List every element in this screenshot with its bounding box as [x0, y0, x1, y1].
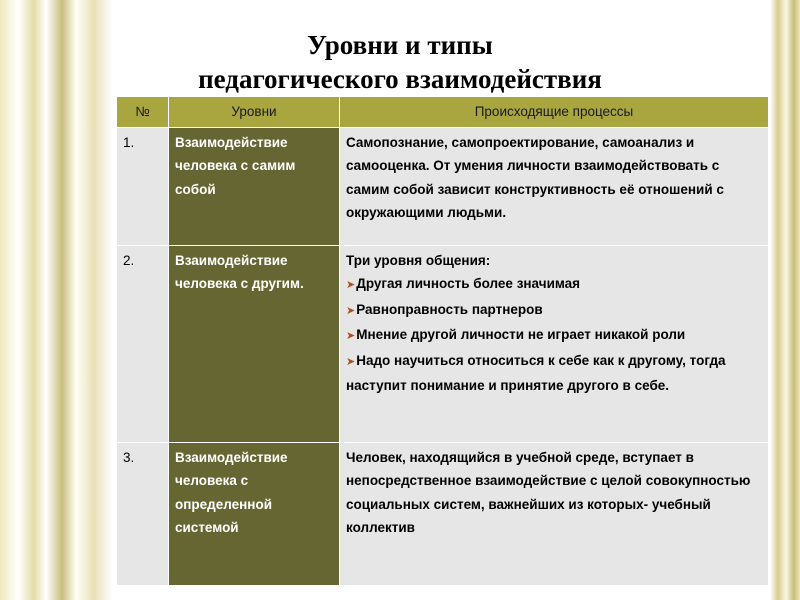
bullet-item — [346, 272, 762, 298]
arrow-bullet-icon: ➤ — [346, 355, 356, 368]
bullet-text: Мнение другой личности не играет никакой роли — [356, 327, 686, 342]
slide-title-line-1: Уровни и типы — [307, 30, 493, 60]
bullet-item — [346, 349, 762, 398]
table-row — [117, 245, 769, 442]
bullet-text: Равноправность партнеров — [356, 301, 543, 317]
row-level: Взаимодействие человека с другим. — [169, 245, 340, 442]
table-header-row — [117, 97, 769, 128]
row-process: Три уровня общения: — [346, 252, 491, 268]
decorative-right-band — [770, 0, 800, 600]
arrow-bullet-icon: ➤ — [346, 330, 356, 342]
row-process: Человек, находящийся в учебной среде, вступает в непосредственное взаимодействие с целой совокупностью социальных систем, важнейших из которых- учебный коллектив — [340, 442, 769, 585]
row-level: Взаимодействие человека с самим собой — [169, 127, 340, 245]
row-number: 3. — [117, 442, 169, 585]
slide-title — [120, 28, 680, 96]
bullet-item — [346, 323, 762, 349]
bullet-text: Надо научиться относиться к себе как к другому, тогда наступит понимание и принятие другого в себе. — [346, 352, 726, 393]
interaction-levels-table — [116, 96, 769, 586]
row-level: Взаимодействие человека с определенной системой — [169, 442, 340, 585]
row-number: 1. — [117, 127, 169, 245]
header-processes: Происходящие процессы — [340, 97, 769, 128]
bullet-text: Другая личность более значимая — [356, 276, 581, 291]
bullet-item — [346, 298, 762, 324]
table-row — [117, 442, 769, 585]
decorative-left-band — [0, 0, 112, 600]
header-levels: Уровни — [169, 97, 340, 128]
table-row — [117, 127, 769, 245]
row-process-cell — [340, 245, 769, 442]
header-number: № — [117, 97, 169, 128]
arrow-bullet-icon: ➤ — [346, 279, 356, 291]
arrow-bullet-icon: ➤ — [346, 304, 356, 317]
slide-title-line-2: педагогического взаимодействия — [198, 64, 602, 94]
row-process: Самопознание, самопроектирование, самоанализ и самооценка. От умения личности взаимодействовать с самим собой зависит конструктивность её отношений с окружающими людьми. — [340, 127, 769, 245]
row-number: 2. — [117, 245, 169, 442]
